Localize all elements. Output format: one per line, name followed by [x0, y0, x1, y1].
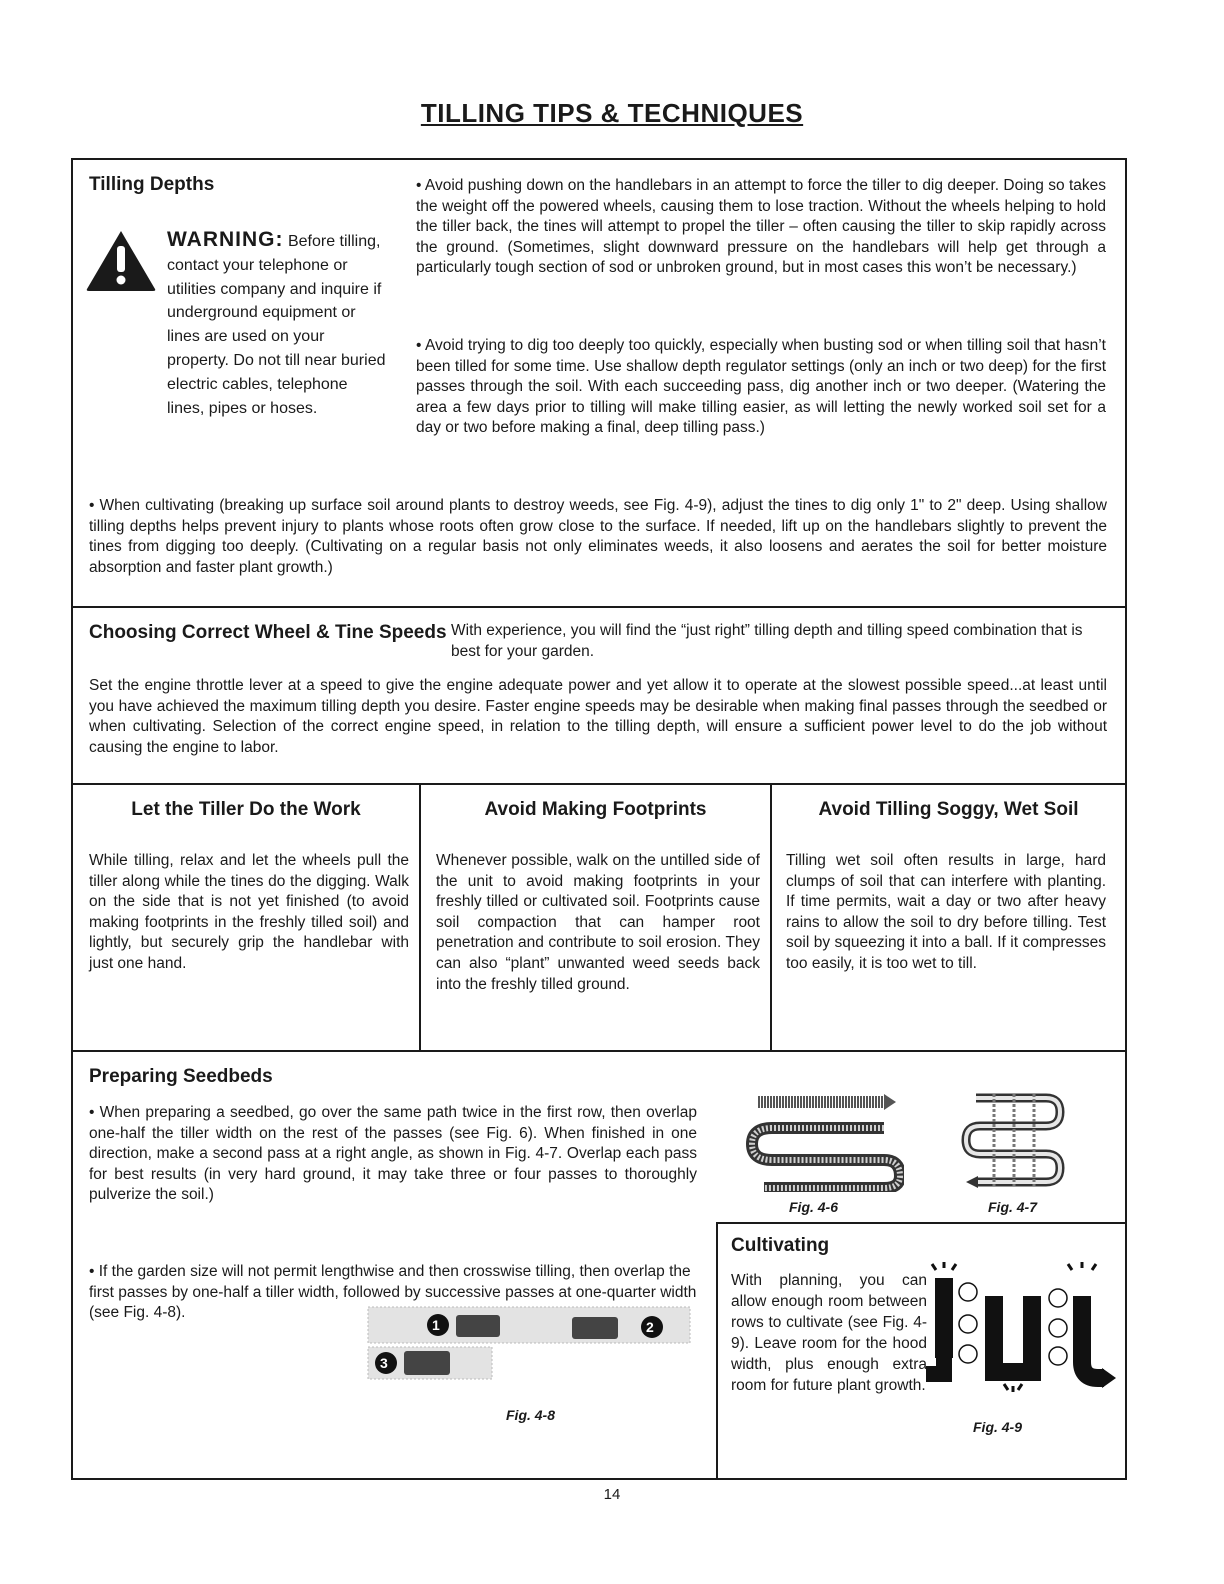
page-number: 14 [603, 1486, 621, 1503]
column-heading-wet-soil: Avoid Tilling Soggy, Wet Soil [818, 799, 1079, 820]
seedbeds-bullet-1: • When preparing a seedbed, go over the same path twice in the first row, then overlap one-half the tiller width on the rest of the passes (see Fig. 6). When finished in one direction, make a second pass at a right angle, as shown in Fig. 4-7. Overlap each pass for best results (in very hard ground, it may take three or four passes to thoroughly pulverize the soil.) [89, 1104, 697, 1204]
section-heading-cultivating: Cultivating [731, 1235, 830, 1256]
fig-4-8-caption: Fig. 4-8 [506, 1407, 556, 1423]
section-heading-tilling-depths: Tilling Depths [89, 174, 215, 195]
column-text-tiller-work: While tilling, relax and let the wheels pull the tiller along while the tines do the digging. Walk on the side that is not yet finished (to avoid making footprints in the freshly tilled soil) and lightly, but securely grip the handlebar with just one hand. [89, 852, 409, 972]
speeds-intro: With experience, you will find the “just right” tilling depth and tilling speed combination that is best for your garden. [451, 622, 1083, 660]
tilling-depths-bullet-2: • Avoid trying to dig too deeply too quickly, especially when busting sod or when tilling soil that hasn’t been tilled for some time. Use shallow depth regulator settings (only an inch or two deep) for the first passes through the soil. With each succeeding pass, dig another inch or two deeper. (Watering the area a few days prior to tilling will make tilling easier, as will letting the newly worked soil set for a day or two before making a final, deep tilling pass.) [416, 337, 1106, 437]
section-heading-speeds: Choosing Correct Wheel & Tine Speeds [89, 622, 447, 643]
fig-4-7-caption: Fig. 4-7 [988, 1199, 1038, 1215]
fig-4-8-marker-3: 3 [380, 1355, 388, 1371]
section-heading-seedbeds: Preparing Seedbeds [89, 1066, 273, 1087]
fig-4-8-diagram [360, 1303, 694, 1383]
fig-4-9-caption: Fig. 4-9 [973, 1419, 1023, 1435]
divider [716, 1222, 1127, 1224]
column-divider [419, 784, 421, 1050]
seedbeds-bullet-2-text: • If the garden size will not permit lengthwise and then crosswise tilling, then overlap the first passes by one-half a tiller width, followed by successive passes at one-quarter width (see Fig. 4-8). [89, 1263, 697, 1322]
cultivating-text: With planning, you can allow enough room between rows to cultivate (see Fig. 4-9). Leave room for the hood width, plus enough extra room for future plant growth. [731, 1272, 927, 1394]
tilling-depths-bullet-3: • When cultivating (breaking up surface soil around plants to destroy weeds, see Fig. 4-9), adjust the tines to dig only 1" to 2" deep. Using shallow tilling depths helps prevent injury to plants whose roots often grow close to the surface. If needed, lift up on the handlebars slightly to prevent the tines from digging too deeply. (Cultivating on a regular basis not only eliminates weeds, it also loosens and aerates the soil for better moisture absorption and faster plant growth.) [89, 497, 1107, 576]
fig-4-8-marker-1: 1 [432, 1317, 440, 1333]
warning-text: Before tilling, contact your telephone or utilities company and inquire if underground equipment or lines are used on your property. Do not till near buried electric cables, telephone lines, pipes or hoses. [167, 233, 386, 417]
tilling-depths-bullet-1: • Avoid pushing down on the handlebars in an attempt to force the tiller to dig deeper. Doing so takes the weight off the powered wheels, causing them to lose traction. Without the wheels helping to hold the tiller back, the tines will attempt to propel the tiller – often causing the tiller to skip rapidly across the ground. (Sometimes, slight downward pressure on the handlebars will help get through a particularly tough section of sod or unbroken ground, but in most cases this won’t be necessary.) [416, 177, 1106, 277]
fig-4-6-diagram [744, 1092, 904, 1192]
column-text-wet-soil: Tilling wet soil often results in large, hard clumps of soil that can interfere with planting. If time permits, wait a day or two after heavy rains to allow the soil to dry before tilling. Test soil by squeezing it into a ball. If it compresses too easily, it is too wet to till. [786, 852, 1106, 972]
column-divider [716, 1222, 718, 1480]
warning-icon [85, 228, 157, 292]
divider [71, 1050, 1127, 1052]
divider [71, 783, 1127, 785]
column-heading-footprints: Avoid Making Footprints [484, 799, 707, 820]
column-divider [770, 784, 772, 1050]
fig-4-7-diagram [956, 1090, 1071, 1194]
page-title: TILLING TIPS & TECHNIQUES [420, 98, 804, 128]
warning-label: WARNING: [167, 228, 284, 251]
fig-4-8-marker-2: 2 [646, 1319, 654, 1335]
speeds-body: Set the engine throttle lever at a speed to give the engine adequate power and yet allow it to operate at the slowest possible speed...at least until you have achieved the maximum tilling depth you desire. Faster engine speeds may be desirable when making final passes through the seedbed or when cultivating. Selection of the correct engine speed, in relation to the tilling depth, will ensure a sufficient power level to do the job without causing the engine to labor. [89, 677, 1107, 756]
warning-block [167, 228, 389, 420]
fig-4-6-caption: Fig. 4-6 [789, 1199, 839, 1215]
divider [71, 606, 1127, 608]
column-heading-tiller-work: Let the Tiller Do the Work [131, 799, 361, 820]
fig-4-9-diagram [922, 1262, 1118, 1392]
column-text-footprints: Whenever possible, walk on the untilled side of the unit to avoid making footprints in your freshly tilled or cultivated soil. Footprints cause soil compaction that can hamper root penetration and contribute to soil erosion. They can also “plant” unwanted weed seeds back into the freshly tilled ground. [436, 852, 760, 993]
